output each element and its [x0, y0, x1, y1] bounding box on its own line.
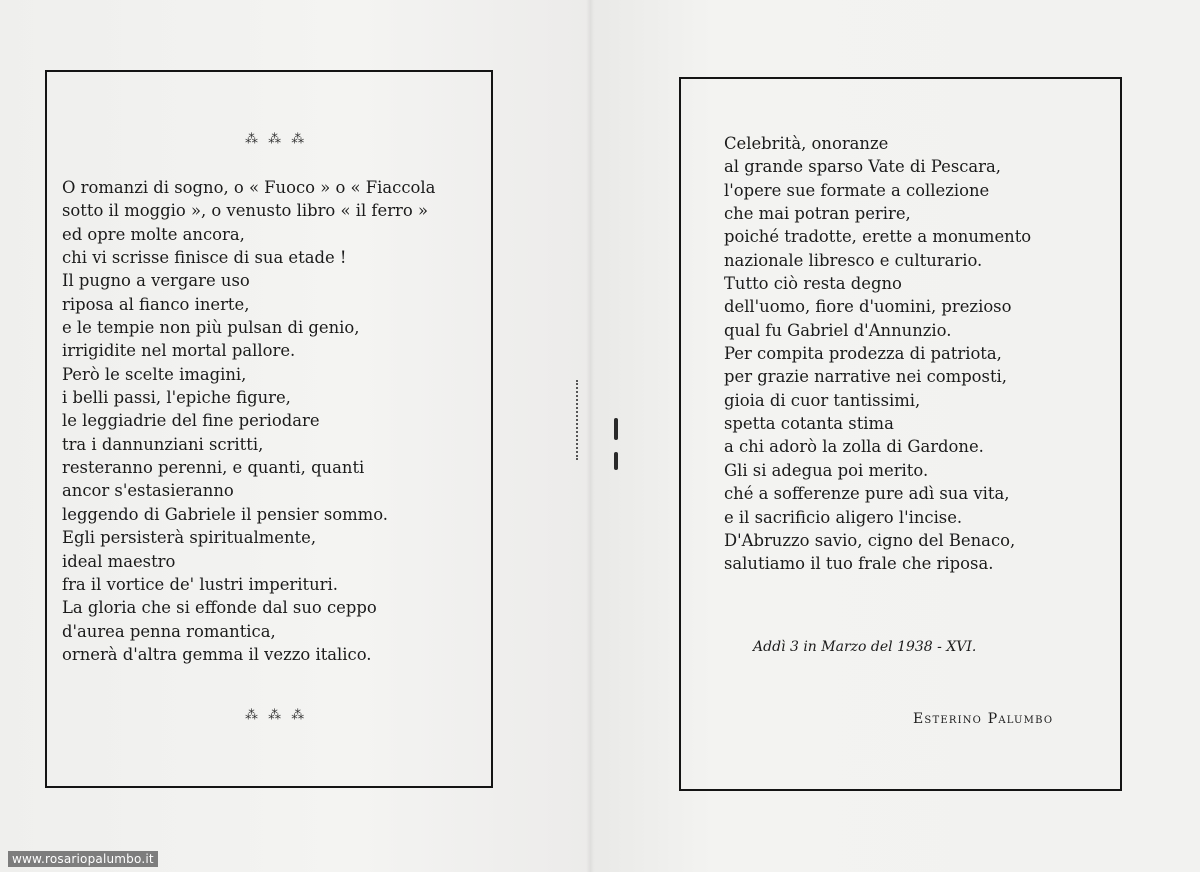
poem-line: l'opere sue formate a collezione — [724, 180, 990, 200]
poem-line: chi vi scrisse finisce di sua etade ! — [62, 248, 347, 268]
poem-line: Celebrità, onoranze — [724, 134, 889, 153]
poem-line: e le tempie non più pulsan di genio, — [62, 318, 360, 338]
poem-line: d'aurea penna romantica, — [62, 621, 276, 641]
poem-line: leggendo di Gabriele il pensier sommo. — [62, 504, 388, 524]
poem-line: le leggiadrie del fine periodare — [62, 411, 320, 431]
binding-mark — [576, 380, 586, 460]
poem-line: per grazie narrative nei composti, — [724, 367, 1008, 387]
poem-line: dell'uomo, fiore d'uomini, prezioso — [724, 297, 1012, 317]
poem-line: a chi adorò la zolla di Gardone. — [724, 437, 984, 457]
poem-line: i belli passi, l'epiche figure, — [62, 388, 291, 408]
ornament-top: ⁂ ⁂ ⁂ — [245, 132, 308, 147]
poem-line: D'Abruzzo savio, cigno del Benaco, — [724, 530, 1016, 550]
website-watermark: www.rosariopalumbo.it — [8, 851, 158, 867]
poem-line: poiché tradotte, erette a monumento — [724, 227, 1032, 247]
poem-line: Per compita prodezza di patriota, — [724, 344, 1002, 364]
author-signature: Esterino Palumbo — [913, 711, 1054, 727]
right-poem — [724, 132, 1031, 576]
poem-line: irrigidite nel mortal pallore. — [62, 341, 296, 361]
ornament-bottom: ⁂ ⁂ ⁂ — [245, 708, 308, 723]
poem-line: ancor s'estasieranno — [62, 481, 234, 501]
poem-line: riposa al fianco inerte, — [62, 294, 250, 314]
left-poem — [62, 176, 435, 666]
poem-line: spetta cotanta stima — [724, 414, 894, 434]
poem-line: ed opre molte ancora, — [62, 224, 245, 244]
poem-line: ché a sofferenze pure adì sua vita, — [724, 484, 1010, 504]
poem-line: ideal maestro — [62, 551, 176, 571]
poem-line: La gloria che si effonde dal suo ceppo — [62, 598, 377, 618]
poem-line: al grande sparso Vate di Pescara, — [724, 157, 1001, 177]
poem-line: Il pugno a vergare uso — [62, 271, 250, 291]
poem-line: qual fu Gabriel d'Annunzio. — [724, 320, 952, 340]
poem-line: salutiamo il tuo frale che riposa. — [724, 554, 994, 574]
poem-line: nazionale libresco e culturario. — [724, 250, 983, 270]
poem-line: Gli si adegua poi merito. — [724, 460, 929, 480]
poem-line: tra i dannunziani scritti, — [62, 434, 264, 454]
poem-line: ornerà d'altra gemma il vezzo italico. — [62, 644, 372, 664]
staple-mark — [614, 418, 618, 440]
dateline: Addì 3 in Marzo del 1938 - XVI. — [753, 639, 977, 655]
staple-mark — [614, 452, 618, 470]
right-poem-frame — [679, 77, 1122, 791]
poem-line: fra il vortice de' lustri imperituri. — [62, 574, 338, 594]
poem-line: Tutto ciò resta degno — [724, 274, 902, 294]
page-fold — [586, 0, 594, 872]
poem-line: gioia di cuor tantissimi, — [724, 390, 921, 410]
left-poem-frame — [45, 70, 493, 788]
poem-line: Però le scelte imagini, — [62, 364, 247, 384]
poem-line: e il sacrificio aligero l'incise. — [724, 507, 963, 527]
poem-line: resteranno perenni, e quanti, quanti — [62, 458, 365, 478]
poem-line: sotto il moggio », o venusto libro « il ferro » — [62, 201, 428, 221]
poem-line: Egli persisterà spiritualmente, — [62, 528, 317, 548]
poem-line: O romanzi di sogno, o « Fuoco » o « Fiaccola — [62, 178, 436, 197]
poem-line: che mai potran perire, — [724, 204, 911, 224]
